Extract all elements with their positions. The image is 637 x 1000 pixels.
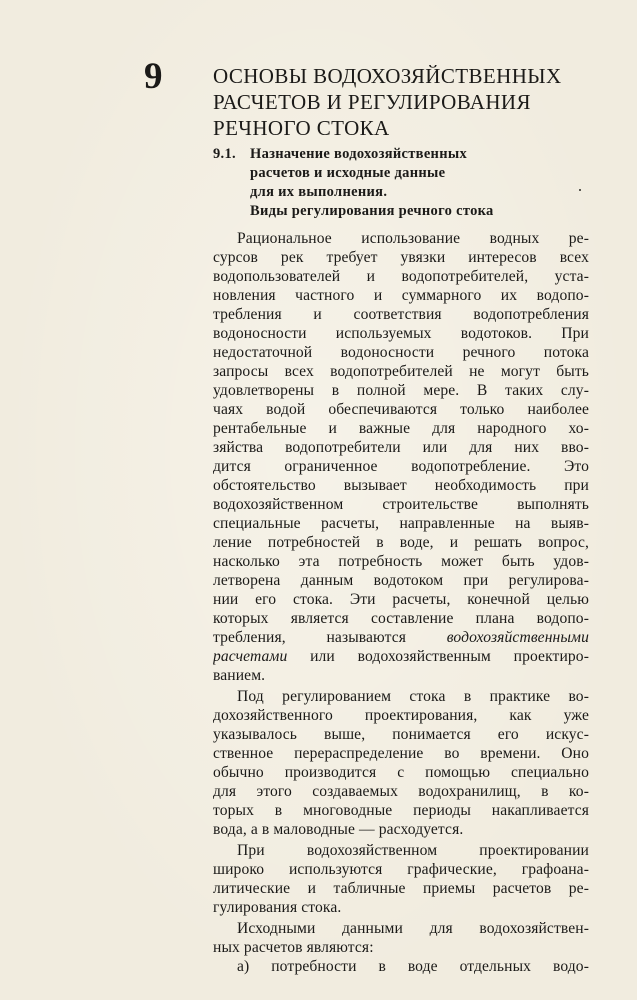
section-heading <box>213 145 593 221</box>
text-line: ление потребностей в воде, и решать вопрос, <box>213 534 589 551</box>
text-line: для этого создаваемых водохранилищ, в ко- <box>213 783 589 800</box>
text-line: расчетами или водохозяйственным проектиро- <box>213 648 589 665</box>
text-line: обычно производится с помощью специально <box>213 764 589 781</box>
text-line: литические и табличные приемы расчетов ре- <box>213 880 589 897</box>
text-line: гулирования стока. <box>213 899 342 916</box>
section-heading-line: расчетов и исходные данные <box>250 165 446 181</box>
chapter-number: 9 <box>144 56 163 97</box>
chapter-title <box>213 63 613 141</box>
text-line: При водохозяйственном проектировании <box>237 842 589 859</box>
text-line: запросы всех водопотребителей не могут быть <box>213 363 589 380</box>
text-line: летворена данным водотоком при регулирова- <box>213 572 589 589</box>
section-heading-line: 9.1. Назначение водохозяйственных <box>213 146 468 162</box>
emphasized-term: расчетами <box>213 648 288 665</box>
text-line: дится ограниченное водопотребление. Это <box>213 458 589 475</box>
chapter-title-line: РЕЧНОГО СТОКА <box>213 116 390 140</box>
text-line: водохозяйственном строительстве выполнять <box>213 496 589 513</box>
text-line: зяйства водопотребители или для них вво- <box>213 439 589 456</box>
text-line: недостаточной водоносности речного потока <box>213 344 589 361</box>
text-line: рентабельные и важные для народного хо- <box>213 420 589 437</box>
text-line: обстоятельство вызывает необходимость при <box>213 477 589 494</box>
text-line: Под регулированием стока в практике во- <box>237 688 589 705</box>
text-line: требления и соответствия водопотребления <box>213 306 589 323</box>
section-heading-line: для их выполнения. <box>250 184 388 200</box>
text-line: водоносности используемых водотоков. При <box>213 325 589 342</box>
text-line: дохозяйственного проектирования, как уже <box>213 707 589 724</box>
text-line: ванием. <box>213 667 266 684</box>
section-number: 9.1. <box>213 146 236 162</box>
text-line: сурсов рек требует увязки интересов всех <box>213 249 589 266</box>
text-line: водопользователей и водопотребителей, уста- <box>213 268 589 285</box>
text-line: торых в многоводные периоды накапливается <box>213 802 589 819</box>
text-line: которых является составление плана водопо- <box>213 610 589 627</box>
text-line: указывалось выше, понимается его искус- <box>213 726 589 743</box>
section-heading-line: Виды регулирования речного стока <box>250 203 494 219</box>
print-speck <box>579 189 581 191</box>
text-line: ных расчетов являются: <box>213 939 374 956</box>
text-line: Рациональное использование водных ре- <box>237 230 589 247</box>
text-line: насколько эта потребность может быть удов- <box>213 553 589 570</box>
text-line: нии его стока. Эти расчеты, конечной целью <box>213 591 589 608</box>
chapter-title-line: ОСНОВЫ ВОДОХОЗЯЙСТВЕННЫХ <box>213 64 562 88</box>
text-line: чаях водой обеспечиваются только наиболее <box>213 401 589 418</box>
emphasized-term: водохозяйственными <box>446 629 589 646</box>
text-line: а) потребности в воде отдельных водо- <box>237 958 589 975</box>
text-line: вода, а в маловодные — расходуется. <box>213 821 464 838</box>
text-line: удовлетворены в полной мере. В таких слу- <box>213 382 589 399</box>
text-line: специальные расчеты, направленные на выяв- <box>213 515 589 532</box>
text-line: ственное перераспределение во времени. Оно <box>213 745 589 762</box>
text-line: новления частного и суммарного их водопо- <box>213 287 589 304</box>
chapter-title-line: РАСЧЕТОВ И РЕГУЛИРОВАНИЯ <box>213 90 531 114</box>
text-line: Исходными данными для водохозяйствен- <box>237 920 589 937</box>
body-text <box>213 229 589 976</box>
text-line: требления, называются водохозяйственными <box>213 629 589 646</box>
text-line: широко используются графические, графоана- <box>213 861 589 878</box>
